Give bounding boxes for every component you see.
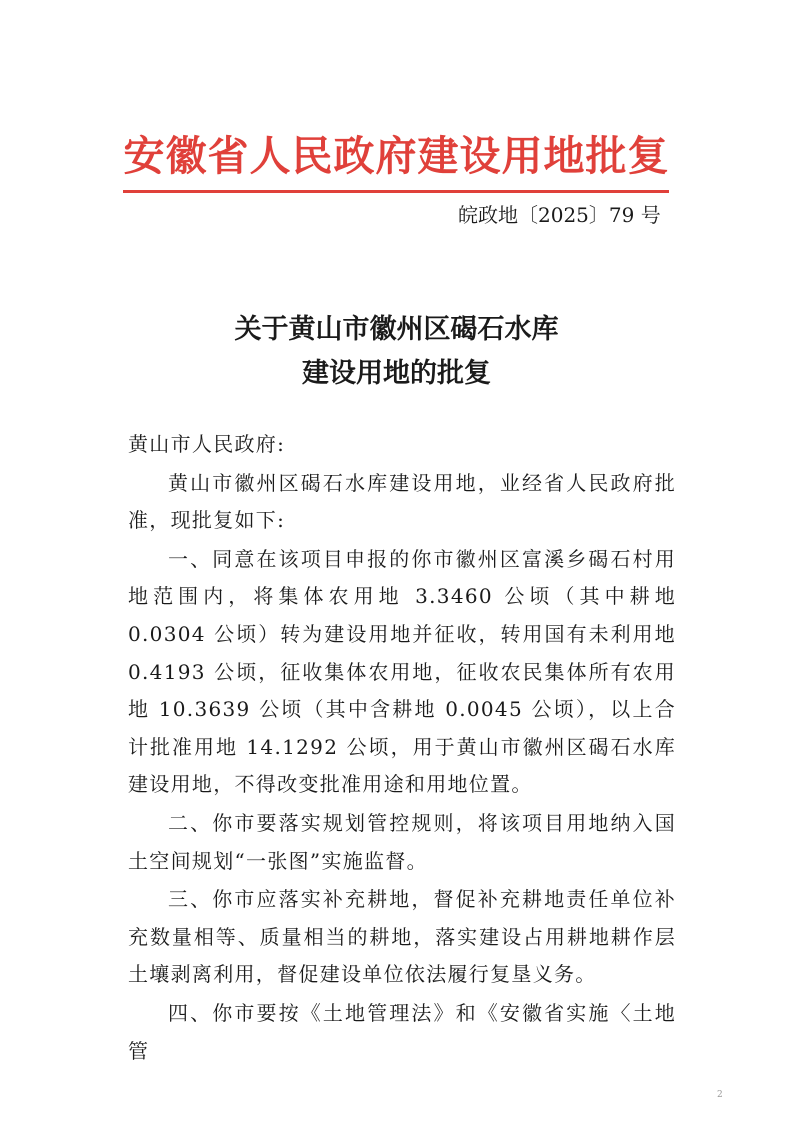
document-title bbox=[0, 308, 793, 396]
body-paragraph: 黄山市徽州区碣石水库建设用地，业经省人民政府批准，现批复如下: bbox=[128, 470, 676, 533]
salutation: 黄山市人民政府: bbox=[128, 432, 286, 456]
document-title-line-2: 建设用地的批复 bbox=[302, 358, 491, 389]
document-title-line-1: 关于黄山市徽州区碣石水库 bbox=[234, 314, 559, 345]
body-paragraph: 一、同意在该项目申报的你市徽州区富溪乡碣石村用地范围内，将集体农用地 3.3460 公顷（其中耕地 0.0304 公顷）转为建设用地并征收，转用国有未利用地 0.4193 公顷，征收集体农用地，征收农民集体所有农用地 10.3639 公顷（其中含耕地 0.0045 公顷），以上合计批准用地 14.1292 公顷，用于黄山市徽州区碣石水库建设用地，不得改变批准用途和用地位置。 bbox=[128, 546, 676, 797]
document-body bbox=[128, 426, 676, 1070]
body-paragraph: 三、你市应落实补充耕地，督促补充耕地责任单位补充数量相等、质量相当的耕地，落实建设占用耕地耕作层土壤剥离利用，督促建设单位依法履行复垦义务。 bbox=[128, 887, 676, 987]
body-paragraph: 四、你市要按《土地管理法》和《安徽省实施〈土地管 bbox=[128, 1000, 676, 1063]
document-header-title: 安徽省人民政府建设用地批复 bbox=[123, 132, 670, 180]
header-red-rule bbox=[123, 190, 669, 193]
body-paragraph: 二、你市要落实规划管控规则，将该项目用地纳入国土空间规划“一张图”实施监督。 bbox=[128, 810, 676, 873]
page-mark: 2 bbox=[717, 1090, 723, 1100]
document-number: 皖政地〔2025〕79 号 bbox=[458, 203, 661, 227]
